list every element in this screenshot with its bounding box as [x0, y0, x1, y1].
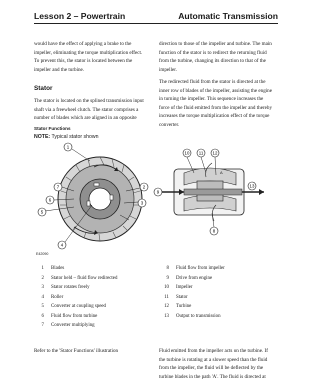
legend-number: 10: [164, 285, 169, 290]
callout-12: [211, 149, 219, 157]
legend-text: Fluid flow from turbine: [51, 313, 98, 319]
left-paragraph-2: [34, 97, 152, 123]
note-label: NOTE:: [34, 134, 51, 140]
legend-text: Drive from engine: [176, 275, 213, 281]
text-line: inner row of blades of the impeller, assisting the engine: [159, 87, 272, 94]
stator-heading: Stator: [34, 85, 53, 92]
callout-9: [154, 188, 162, 196]
converter-cross-section-drawing: [162, 157, 264, 227]
callout-6: [46, 196, 54, 204]
svg-text:9: 9: [156, 189, 160, 195]
callout-8: [210, 227, 218, 235]
legend-number: 2: [41, 275, 44, 281]
stator-functions-illustration: [34, 141, 266, 257]
svg-text:1: 1: [66, 144, 70, 150]
figure-reference: Refer to the 'Stator Functions' illustration: [34, 348, 119, 354]
svg-text:2: 2: [142, 184, 146, 190]
legend-number: 6: [41, 313, 44, 319]
note-text: Typical stator shown: [51, 134, 99, 140]
legend-number: 1: [41, 266, 44, 271]
legend-text: Converter multiplying: [51, 323, 95, 328]
text-line: force of the fluid emitted from the impeller and thereby: [159, 104, 273, 111]
text-line: turbine blades in the path 'A'. The fluid is directed at: [159, 373, 266, 380]
text-line: Fluid emitted from the impeller acts on the turbine. If: [159, 348, 268, 354]
text-line: impeller, eliminating the torque multiplication effect.: [34, 49, 143, 56]
callout-3: [138, 199, 146, 207]
text-line: in turning the impeller. This sequence increases the: [159, 96, 264, 103]
callout-11: [197, 149, 205, 157]
legend-text: Impeller: [176, 285, 193, 290]
right-paragraph-1: [159, 40, 279, 74]
svg-text:3: 3: [140, 200, 144, 206]
text-line: impeller and the turbine.: [34, 66, 85, 73]
text-line: from the turbine, changing its direction to that of the: [159, 58, 266, 65]
text-line: direction to those of the impeller and turbine. The main: [159, 41, 272, 47]
text-line: function of the stator is to redirect the returning fluid: [159, 49, 267, 56]
svg-text:8: 8: [212, 228, 216, 234]
flow-path-label: A: [220, 170, 223, 175]
svg-text:11: 11: [198, 150, 204, 156]
svg-text:10: 10: [184, 150, 190, 156]
left-paragraph-1: [34, 40, 152, 74]
svg-text:13: 13: [249, 183, 255, 189]
text-line: would have the effect of applying a brake to the: [34, 41, 132, 47]
stator-wheel-drawing: [45, 149, 142, 242]
legend-right: [159, 266, 279, 326]
text-line: number of blades which are aligned in an opposite: [34, 115, 137, 122]
section-title: Automatic Transmission: [178, 11, 278, 21]
right-paragraph-3: [159, 347, 284, 381]
callout-7: [54, 183, 62, 191]
legend-text: Roller: [51, 294, 64, 300]
legend-number: 11: [164, 294, 169, 300]
legend-text: Stator rotates freely: [51, 285, 90, 290]
legend-number: 7: [41, 323, 44, 328]
legend-text: Turbine: [176, 304, 192, 309]
stator-functions-heading: Stator Functions: [34, 126, 71, 131]
text-line: from the impeller, the fluid will be deflected by the: [159, 365, 264, 372]
callout-10: [183, 149, 191, 157]
legend-text: Stator: [176, 294, 188, 300]
lesson-title: Lesson 2 – Powertrain: [34, 11, 126, 21]
text-line: The stator is located on the splined transmission input: [34, 98, 144, 104]
callout-1: [64, 143, 72, 151]
svg-text:5: 5: [40, 209, 44, 215]
text-line: the turbine is rotating at a slower speed than the fluid: [159, 356, 268, 363]
header-divider: [34, 23, 278, 24]
svg-text:6: 6: [48, 197, 52, 203]
text-line: The redirected fluid from the stator is directed at the: [159, 79, 266, 85]
svg-text:7: 7: [56, 184, 60, 190]
legend-text: Converter at coupling speed: [51, 304, 107, 309]
legend-number: 5: [41, 304, 44, 309]
legend-number: 13: [164, 313, 169, 319]
text-line: To prevent this, the stator is located between the: [34, 58, 133, 65]
legend-number: 3: [41, 285, 44, 290]
text-line: shaft via a freewheel clutch. The stator comprises a: [34, 106, 139, 113]
figure-note: [34, 134, 99, 140]
figure-id: E42090: [36, 252, 49, 256]
svg-text:4: 4: [60, 242, 64, 248]
illustration-svg: [34, 141, 266, 257]
right-paragraph-2: [159, 78, 279, 130]
callout-2: [140, 183, 148, 191]
text-line: impeller.: [159, 66, 177, 73]
text-line: increases the torque multiplication effect of the torque: [159, 113, 270, 120]
legend-text: Fluid flow from impeller: [176, 266, 225, 271]
legend-text: Stator held – fluid flow redirected: [51, 275, 118, 281]
legend-number: 4: [41, 294, 44, 300]
callout-5: [38, 208, 46, 216]
svg-text:12: 12: [212, 150, 218, 156]
legend-left: [34, 266, 154, 336]
text-line: converter.: [159, 121, 180, 128]
legend-number: 9: [166, 275, 169, 281]
legend-number: 12: [164, 304, 169, 309]
legend-text: Blades: [51, 266, 65, 271]
legend-text: Output to transmission: [176, 313, 221, 319]
callout-13: [248, 182, 256, 190]
callout-4: [58, 241, 66, 249]
legend-number: 8: [166, 266, 169, 271]
